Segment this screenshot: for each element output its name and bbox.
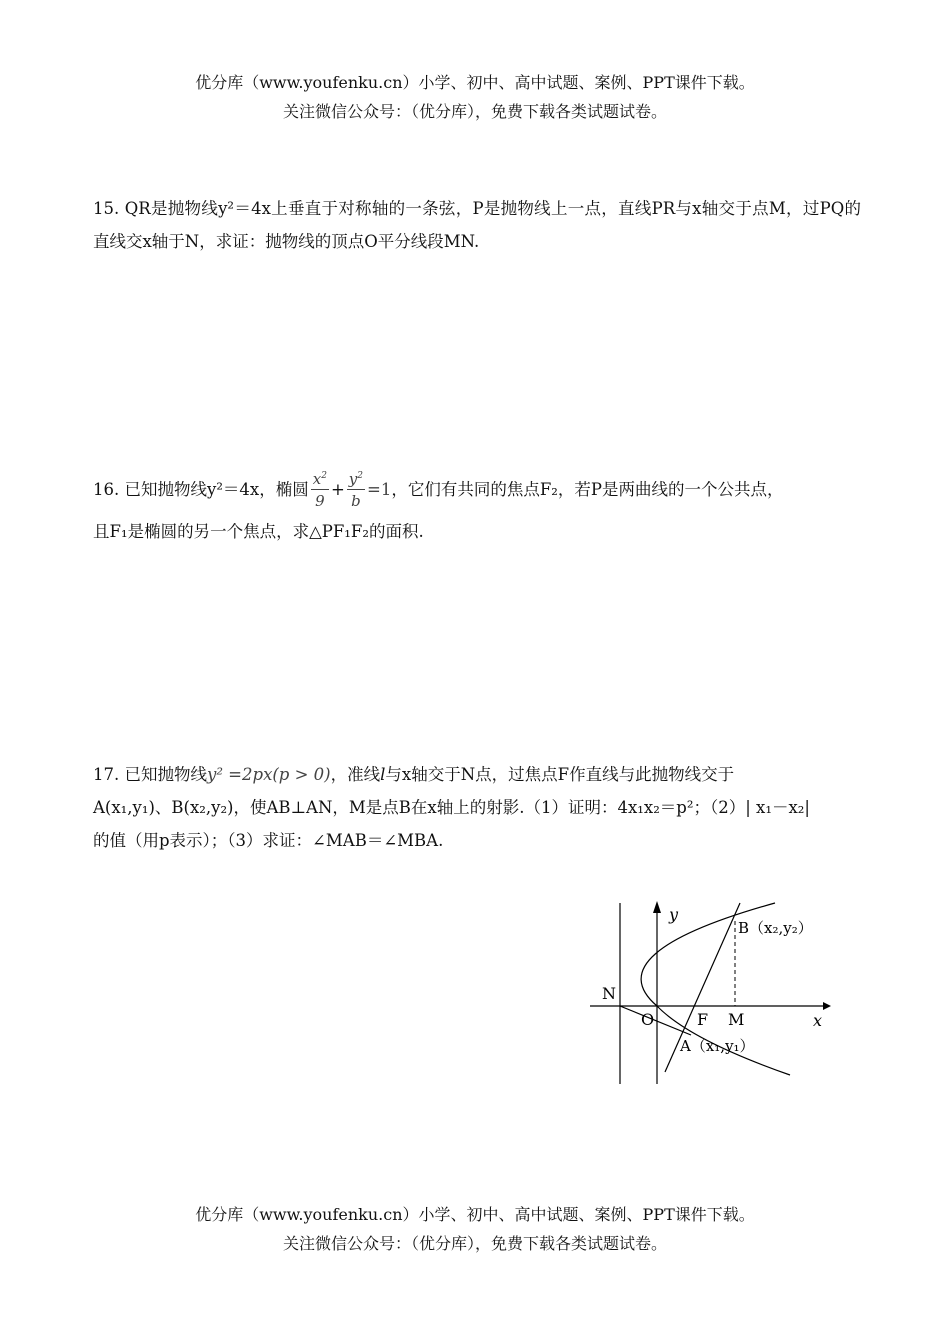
- label-x: x: [813, 1011, 823, 1030]
- problem-17-number: 17.: [93, 765, 120, 784]
- parabola-diagram: [585, 895, 835, 1090]
- label-a: A（x₁,y₁）: [680, 1037, 755, 1055]
- problem-17-text-e: 的值（用p表示）；（3）求证：∠MAB＝∠MBA.: [93, 831, 444, 850]
- frac1-num: x: [312, 470, 322, 488]
- plus-sign: +: [330, 480, 345, 499]
- page-footer: [0, 1200, 950, 1258]
- equals-one: =1: [367, 480, 392, 499]
- footer-line-1: 优分库（www.youfenku.cn）小学、初中、高中试题、案例、PPT课件下载。: [195, 1205, 755, 1224]
- problem-16-text-a: 已知抛物线y²＝4x，椭圆: [124, 480, 309, 499]
- problem-16-number: 16.: [93, 480, 120, 499]
- label-f: F: [697, 1010, 709, 1029]
- segment-an: [620, 1006, 691, 1035]
- footer-line-2: 关注微信公众号：（优分库），免费下载各类试题试卷。: [282, 1234, 667, 1253]
- problem-17-text-c: 与x轴交于N点，过焦点F作直线与此抛物线交于: [385, 765, 735, 784]
- frac1-den: 9: [315, 492, 325, 510]
- label-m: M: [728, 1010, 745, 1029]
- parabola-figure: [585, 895, 835, 1090]
- problem-17-text-a: 已知抛物线: [124, 765, 207, 784]
- directrix-l: l: [380, 765, 386, 784]
- problem-17-text-d: A(x₁,y₁)、B(x₂,y₂)，使AB⊥AN，M是点B在x轴上的射影.（1）证明：4x₁x₂＝p²；（2）| x₁－x₂|: [93, 798, 810, 817]
- problem-17: [93, 758, 861, 857]
- problem-17-text-b: ，准线: [330, 765, 381, 784]
- header-line-1: 优分库（www.youfenku.cn）小学、初中、高中试题、案例、PPT课件下载。: [195, 73, 755, 92]
- problem-16: [93, 465, 861, 548]
- problem-16-text-b: ，它们有共同的焦点F₂，若P是两曲线的一个公共点，: [391, 480, 784, 499]
- label-n: N: [602, 984, 616, 1003]
- label-y: y: [669, 905, 679, 924]
- frac2-num: y: [348, 470, 358, 488]
- page-header: [0, 68, 950, 126]
- parabola-formula: y² =2px(p > 0): [207, 765, 331, 784]
- frac2-den: b: [351, 492, 361, 510]
- problem-15-text: QR是抛物线y²＝4x上垂直于对称轴的一条弦，P是抛物线上一点，直线PR与x轴交于点M，过PQ的直线交x轴于N，求证：抛物线的顶点O平分线段MN.: [93, 199, 861, 251]
- label-b: B（x₂,y₂）: [738, 919, 813, 937]
- problem-15-number: 15.: [93, 199, 120, 218]
- problem-15: [93, 192, 861, 258]
- ellipse-fraction-x: $\frac{x^2}{9}$: [312, 470, 327, 510]
- problem-16-text-c: 且F₁是椭圆的另一个焦点，求△PF₁F₂的面积.: [93, 522, 424, 541]
- x-axis-arrow-icon: [823, 1002, 831, 1010]
- ellipse-fraction-y: $\frac{y^2}{b}$: [348, 470, 363, 510]
- header-line-2: 关注微信公众号：（优分库），免费下载各类试题试卷。: [282, 102, 667, 121]
- label-o: O: [641, 1010, 655, 1029]
- y-axis-arrow-icon: [653, 901, 661, 913]
